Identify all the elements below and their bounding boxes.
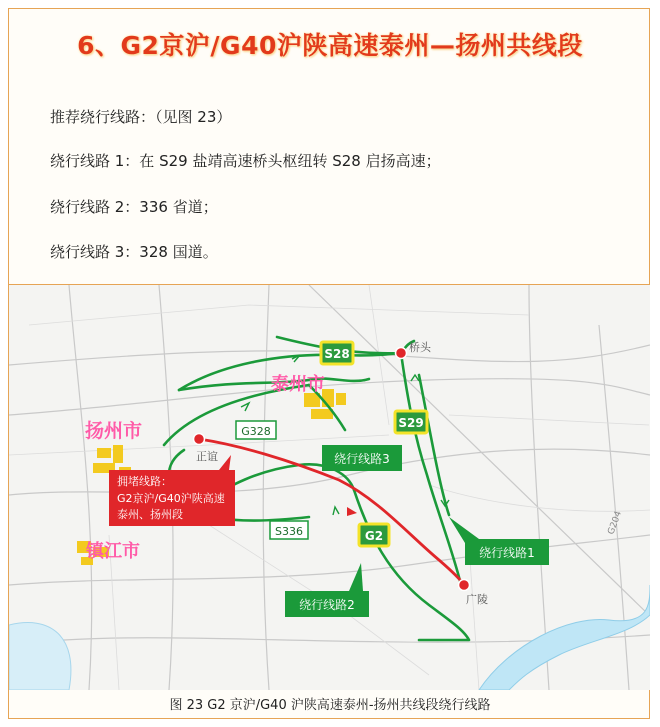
shield-s336 [270, 521, 308, 539]
route-map [9, 284, 650, 690]
label-box-route1 [465, 539, 549, 565]
arrow-icon [241, 403, 249, 411]
label-guangling: 广陵 [466, 593, 488, 606]
shield-s29 [395, 411, 427, 433]
congestion-callout [109, 455, 235, 526]
route-s29 [401, 353, 461, 585]
svg-text:拥堵线路：: 拥堵线路： [117, 475, 172, 488]
label-yangzhou: 扬州市 [85, 420, 143, 442]
intro-line: 推荐绕行线路：（见图 23） [50, 108, 232, 126]
label-qiaotou: 桥头 [409, 341, 431, 354]
river [479, 585, 650, 690]
svg-text:绕行线路3: 绕行线路3 [334, 452, 390, 466]
route1-callout-pointer [449, 517, 479, 543]
page-title: 6、G2京沪/G40沪陕高速泰州—扬州共线段 [77, 31, 583, 60]
shield-g328 [236, 421, 276, 439]
svg-text:泰州、扬州段: 泰州、扬州段 [117, 508, 183, 521]
label-g204: G204 [606, 509, 625, 537]
svg-text:G2京沪/G40沪陕高速: G2京沪/G40沪陕高速 [117, 492, 225, 505]
label-box-route3 [322, 445, 402, 471]
label-box-route2 [285, 591, 369, 617]
node-zhengyi [194, 434, 205, 445]
svg-text:S28: S28 [324, 347, 350, 361]
label-zhengyi: 正谊 [196, 450, 218, 463]
svg-text:绕行线路1: 绕行线路1 [479, 546, 535, 560]
route2-description: 绕行线路 2：336 省道； [50, 198, 218, 216]
figure-caption: 图 23 G2 京沪/G40 沪陕高速泰州-扬州共线段绕行线路 [169, 698, 491, 713]
route3-description: 绕行线路 3：328 国道。 [50, 243, 218, 261]
svg-text:G328: G328 [241, 425, 271, 438]
label-zhenjiang: 镇江市 [86, 541, 140, 562]
route1-description: 绕行线路 1：在 S29 盐靖高速桥头枢纽转 S28 启扬高速； [50, 152, 441, 170]
arrow-icon [333, 507, 339, 515]
congestion-arrow-icon [347, 507, 357, 516]
svg-text:G2: G2 [364, 529, 384, 543]
node-qiaotou [396, 348, 407, 359]
left-water [9, 623, 71, 690]
svg-text:绕行线路2: 绕行线路2 [299, 598, 355, 612]
shield-s28 [321, 342, 353, 364]
shield-g2 [359, 524, 389, 546]
svg-text:S336: S336 [275, 525, 303, 538]
svg-text:S29: S29 [398, 416, 424, 430]
node-guangling [459, 580, 470, 591]
route2-callout-pointer [349, 563, 363, 591]
label-taizhou: 泰州市 [271, 374, 325, 395]
